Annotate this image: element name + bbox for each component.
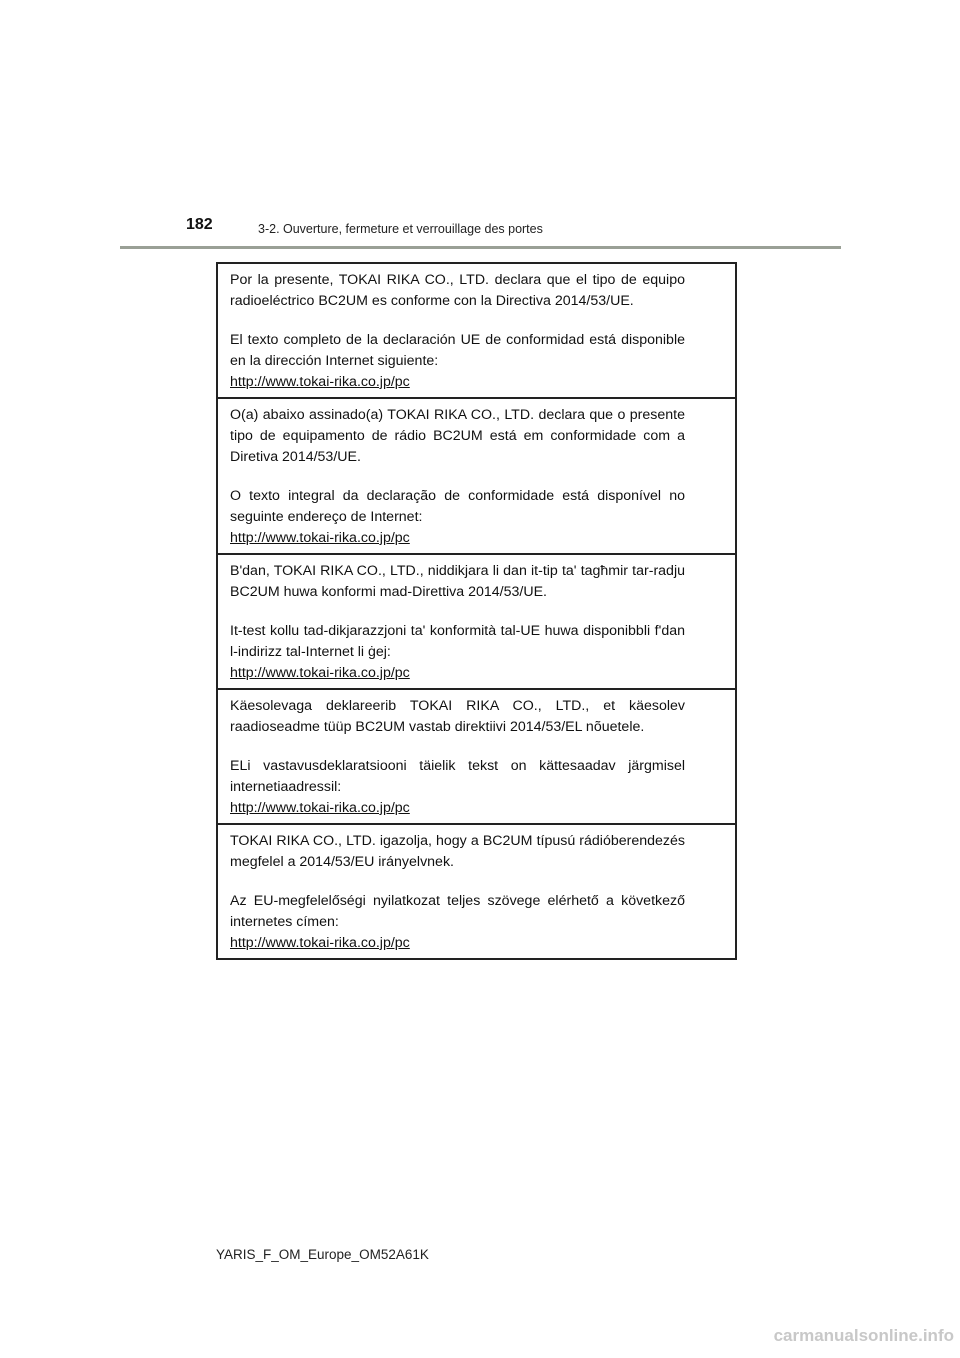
declaration-availability-text: El texto completo de la declaración UE de conformidad está disponible en la dirección Internet siguiente: [230,332,685,369]
declaration-availability [230,330,685,393]
declaration-url-link[interactable]: http://www.tokai-rika.co.jp/pc [230,935,410,951]
declaration-statement: TOKAI RIKA CO., LTD. igazolja, hogy a BC2UM típusú rádióberendezés megfelel a 2014/53/EU irányelvnek. [230,833,685,870]
declaration-availability [230,756,685,819]
declaration-portuguese [218,397,735,553]
page-number: 182 [186,216,213,233]
declaration-estonian [218,688,735,823]
declaration-maltese [218,553,735,688]
declaration-hungarian [218,823,735,958]
declaration-spanish [218,264,735,397]
declaration-availability [230,621,685,684]
declaration-availability-text: O texto integral da declaração de conformidade está disponível no seguinte endereço de Internet: [230,488,685,525]
declarations-box [216,262,737,960]
page-header [120,210,841,249]
declaration-availability [230,891,685,954]
declaration-url-link[interactable]: http://www.tokai-rika.co.jp/pc [230,530,410,546]
watermark: carmanualsonline.info [773,1326,954,1345]
declaration-statement: O(a) abaixo assinado(a) TOKAI RIKA CO., LTD. declara que o presente tipo de equipamento de rádio BC2UM está em conformidade com a Diretiva 2014/53/UE. [230,407,685,465]
declaration-url-link[interactable]: http://www.tokai-rika.co.jp/pc [230,665,410,681]
declaration-statement: Por la presente, TOKAI RIKA CO., LTD. declara que el tipo de equipo radioeléctrico BC2UM es conforme con la Directiva 2014/53/UE. [230,272,685,309]
declaration-availability-text: ELi vastavusdeklaratsiooni täielik tekst on kättesaadav järgmisel internetiaadressil: [230,758,685,795]
declaration-url-link[interactable]: http://www.tokai-rika.co.jp/pc [230,800,410,816]
declaration-availability-text: Az EU-megfelelőségi nyilatkozat teljes szövege elérhető a következő internetes címen: [230,893,685,930]
declaration-statement: B'dan, TOKAI RIKA CO., LTD., niddikjara li dan it-tip ta' tagħmir tar-radju BC2UM huwa konformi mad-Direttiva 2014/53/UE. [230,563,685,600]
document-code: YARIS_F_OM_Europe_OM52A61K [216,1247,429,1262]
declaration-statement: Käesolevaga deklareerib TOKAI RIKA CO., LTD., et käesolev raadioseadme tüüp BC2UM vastab direktiivi 2014/53/EL nõuetele. [230,698,685,735]
section-title: 3-2. Ouverture, fermeture et verrouillage des portes [258,222,543,236]
declaration-availability [230,486,685,549]
declaration-availability-text: It-test kollu tad-dikjarazzjoni ta' konformità tal-UE huwa disponibbli f'dan l-indirizz tal-Internet li ġej: [230,623,685,660]
declaration-url-link[interactable]: http://www.tokai-rika.co.jp/pc [230,374,410,390]
